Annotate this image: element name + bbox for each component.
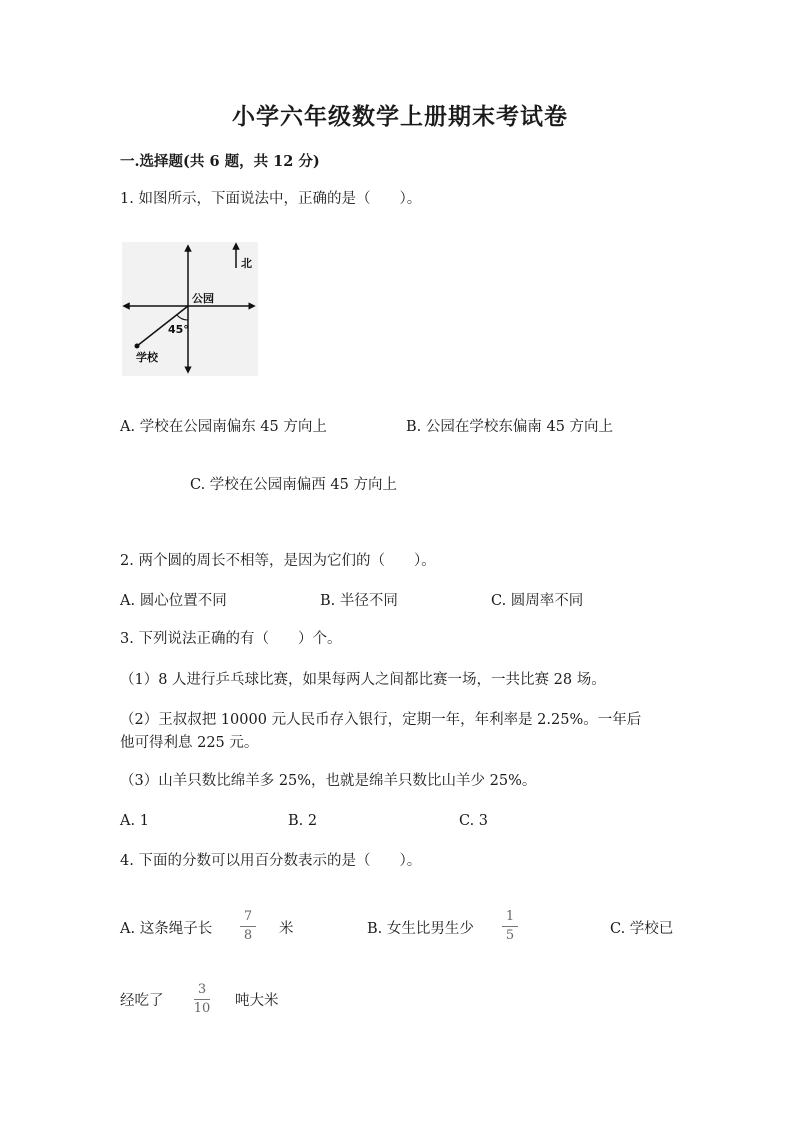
page-title: 小学六年级数学上册期末考试卷 [232,103,568,130]
fraction-bar [194,999,210,1000]
q1-option-a: A. 学校在公园南偏东 45 方向上 [120,419,327,435]
q2-option-c: C. 圆周率不同 [491,593,584,609]
q4-option-a-suffix: 米 [279,921,294,937]
fraction-numerator: 3 [197,982,207,997]
q4-option-a-prefix: A. 这条绳子长 [120,921,213,937]
fraction-numerator: 7 [243,909,253,924]
q3-statement-2-line-2: 他可得利息 225 元。 [120,735,259,751]
q4-option-c-continuation: 经吃了 [120,993,164,1009]
fraction-denominator: 5 [505,928,515,943]
fraction-bar [502,926,518,927]
q3-statement-2-line-1: （2）王叔叔把 10000 元人民币存入银行，定期一年，年利率是 2.25%。一年后 [120,712,642,728]
q1-option-b: B. 公园在学校东偏南 45 方向上 [406,419,614,435]
q3-statement-1: （1）8 人进行乒乓球比赛，如果每两人之间都比赛一场，一共比赛 28 场。 [120,672,606,688]
q2-option-a: A. 圆心位置不同 [120,593,227,609]
q4-option-c-suffix: 吨大米 [235,993,279,1009]
q2-stem: 2. 两个圆的周长不相等，是因为它们的（ ）。 [120,553,436,569]
q3-statement-3: （3）山羊只数比绵羊多 25%，也就是绵羊只数比山羊少 25%。 [120,773,537,789]
north-label: 北 [241,257,252,270]
fraction-numerator: 1 [505,909,515,924]
section-heading: 一.选择题(共 6 题，共 12 分) [120,153,320,170]
q4-option-a-fraction [236,910,260,943]
angle-label: 45° [168,323,189,336]
fraction-bar [240,926,256,927]
q4-option-b-prefix: B. 女生比男生少 [367,921,474,937]
q3-option-c: C. 3 [459,813,489,829]
q2-option-b: B. 半径不同 [320,593,398,609]
park-label: 公园 [192,292,214,305]
q1-direction-diagram [122,242,258,376]
fraction-denominator: 10 [193,1001,211,1016]
school-dot [135,344,140,349]
q3-option-b: B. 2 [288,813,318,829]
q1-stem: 1. 如图所示，下面说法中，正确的是（ ）。 [120,191,422,207]
q4-option-c-fraction [190,983,214,1016]
q1-option-c: C. 学校在公园南偏西 45 方向上 [190,477,397,493]
angle-arc [177,315,188,320]
school-label: 学校 [136,351,158,364]
fraction-denominator: 8 [243,928,253,943]
q4-option-b-fraction [498,910,522,943]
q4-stem: 4. 下面的分数可以用百分数表示的是（ ）。 [120,853,422,869]
q4-option-c-prefix: C. 学校已 [610,921,674,937]
q3-stem: 3. 下列说法正确的有（ ）个。 [120,631,342,647]
q3-option-a: A. 1 [120,813,149,829]
